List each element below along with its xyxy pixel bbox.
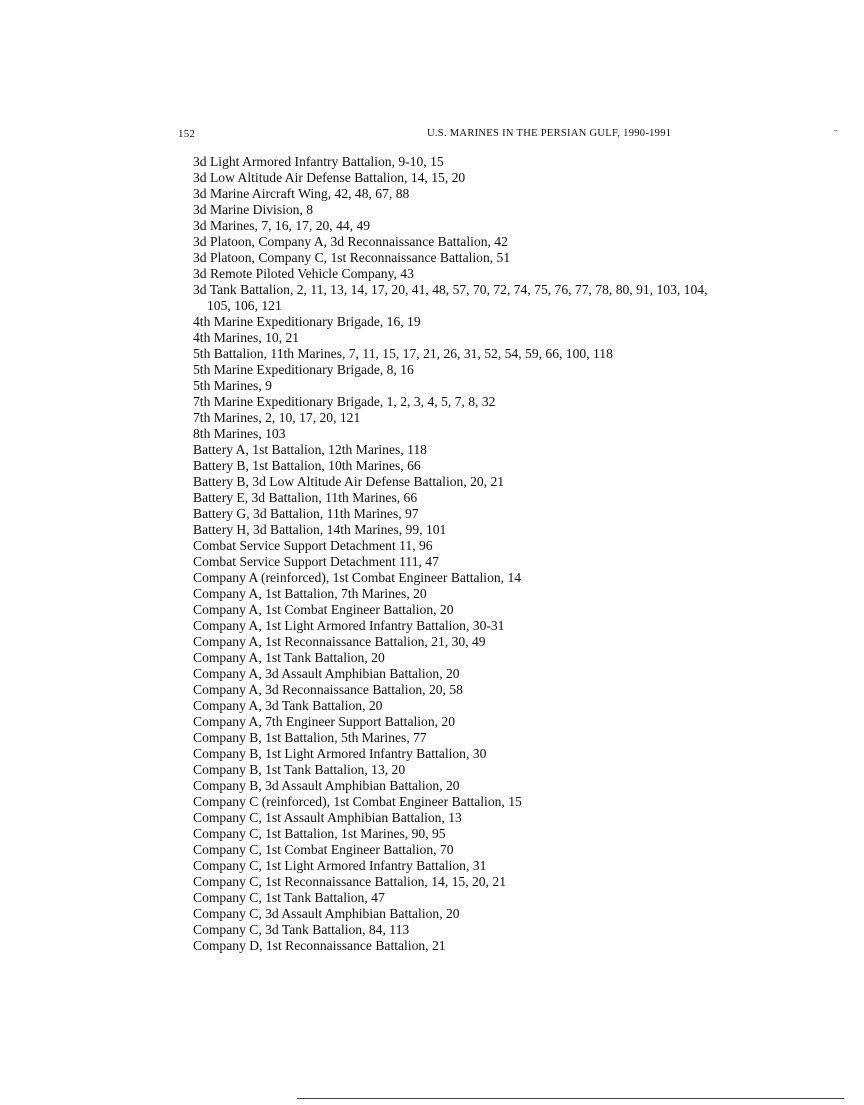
index-entry: Company B, 1st Battalion, 5th Marines, 77 (193, 730, 427, 745)
index-entry: 4th Marine Expeditionary Brigade, 16, 19 (193, 314, 421, 329)
index-entry: Battery B, 1st Battalion, 10th Marines, 66 (193, 458, 421, 473)
index-entry: 3d Tank Battalion, 2, 11, 13, 14, 17, 20, 41, 48, 57, 70, 72, 74, 75, 76, 77, 78, 80, 91, 103, 104, 105, 106, 121 (193, 282, 708, 313)
index-entry: Battery B, 3d Low Altitude Air Defense Battalion, 20, 21 (193, 474, 505, 489)
index-entry: 3d Marines, 7, 16, 17, 20, 44, 49 (193, 218, 371, 233)
index-entry: Company C, 1st Light Armored Infantry Battalion, 31 (193, 858, 487, 873)
index-entry: Company A (reinforced), 1st Combat Engineer Battalion, 14 (193, 570, 522, 585)
index-entry: Combat Service Support Detachment 11, 96 (193, 538, 433, 553)
page-edge-mark (834, 130, 837, 131)
index-entry: Company A, 7th Engineer Support Battalion, 20 (193, 714, 456, 729)
index-entry: Company C, 1st Reconnaissance Battalion, 14, 15, 20, 21 (193, 874, 506, 889)
index-entry: 5th Battalion, 11th Marines, 7, 11, 15, 17, 21, 26, 31, 52, 54, 59, 66, 100, 118 (193, 346, 613, 361)
index-entry: 3d Light Armored Infantry Battalion, 9-10, 15 (193, 154, 444, 169)
index-entry: Company B, 1st Tank Battalion, 13, 20 (193, 762, 406, 777)
index-entry: Company C, 1st Assault Amphibian Battalion, 13 (193, 810, 462, 825)
index-entry: Company C, 1st Tank Battalion, 47 (193, 890, 385, 905)
index-entry: 5th Marines, 9 (193, 378, 272, 393)
index-entry: Battery A, 1st Battalion, 12th Marines, 118 (193, 442, 427, 457)
index-entry: Company A, 1st Battalion, 7th Marines, 20 (193, 586, 427, 601)
index-entry: 3d Platoon, Company A, 3d Reconnaissance Battalion, 42 (193, 234, 508, 249)
index-entry: 4th Marines, 10, 21 (193, 330, 300, 345)
running-head: U.S. MARINES IN THE PERSIAN GULF, 1990-1991 (427, 128, 672, 139)
page-number: 152 (178, 128, 196, 140)
index-list (193, 154, 713, 954)
index-entry: 3d Platoon, Company C, 1st Reconnaissance Battalion, 51 (193, 250, 511, 265)
index-entry: Battery E, 3d Battalion, 11th Marines, 66 (193, 490, 418, 505)
index-entry: Company C, 1st Battalion, 1st Marines, 90, 95 (193, 826, 446, 841)
index-entry: Company A, 3d Tank Battalion, 20 (193, 698, 383, 713)
index-entry: Company A, 3d Assault Amphibian Battalion, 20 (193, 666, 460, 681)
index-entry: Company A, 1st Combat Engineer Battalion, 20 (193, 602, 454, 617)
index-entry: 7th Marine Expeditionary Brigade, 1, 2, 3, 4, 5, 7, 8, 32 (193, 394, 496, 409)
index-entry: 7th Marines, 2, 10, 17, 20, 121 (193, 410, 361, 425)
index-entry: 3d Remote Piloted Vehicle Company, 43 (193, 266, 414, 281)
index-entry: Company C (reinforced), 1st Combat Engineer Battalion, 15 (193, 794, 522, 809)
index-entry: Battery H, 3d Battalion, 14th Marines, 99, 101 (193, 522, 447, 537)
index-entry: Battery G, 3d Battalion, 11th Marines, 97 (193, 506, 419, 521)
index-entry: 3d Marine Aircraft Wing, 42, 48, 67, 88 (193, 186, 410, 201)
bottom-rule (297, 1098, 844, 1099)
index-entry: Company C, 1st Combat Engineer Battalion, 70 (193, 842, 454, 857)
index-entry: Combat Service Support Detachment 111, 47 (193, 554, 439, 569)
index-entry: Company D, 1st Reconnaissance Battalion, 21 (193, 938, 446, 953)
index-entry: Company C, 3d Tank Battalion, 84, 113 (193, 922, 410, 937)
index-entry: 8th Marines, 103 (193, 426, 286, 441)
index-entry: Company B, 1st Light Armored Infantry Battalion, 30 (193, 746, 487, 761)
index-entry: 5th Marine Expeditionary Brigade, 8, 16 (193, 362, 414, 377)
index-entry: Company A, 3d Reconnaissance Battalion, 20, 58 (193, 682, 463, 697)
index-entry: Company A, 1st Light Armored Infantry Battalion, 30-31 (193, 618, 505, 633)
index-entry: 3d Low Altitude Air Defense Battalion, 14, 15, 20 (193, 170, 466, 185)
index-entry: Company B, 3d Assault Amphibian Battalion, 20 (193, 778, 460, 793)
index-entry: Company A, 1st Reconnaissance Battalion, 21, 30, 49 (193, 634, 486, 649)
index-entry: Company C, 3d Assault Amphibian Battalion, 20 (193, 906, 460, 921)
index-entry: 3d Marine Division, 8 (193, 202, 314, 217)
index-entry: Company A, 1st Tank Battalion, 20 (193, 650, 385, 665)
